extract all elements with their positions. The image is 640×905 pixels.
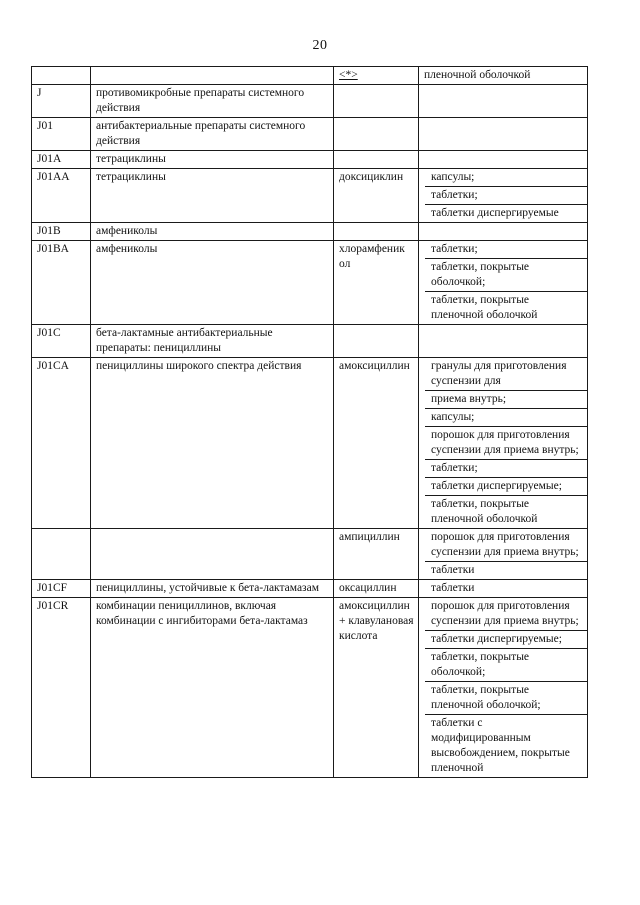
table-row [32,358,588,529]
form-cell: пленочной оболочкой [419,67,588,85]
table-row [32,151,588,169]
atc-code-cell: J [32,85,91,118]
inn-cell: хлорамфеник ол [334,241,419,325]
inn-cell [334,85,419,118]
table-row [32,67,588,85]
dosage-form: таблетки; [425,460,587,478]
atc-code-cell: J01CR [32,598,91,778]
table-row [32,118,588,151]
group-cell: комбинации пенициллинов, включая комбинации с ингибиторами бета-лактамаз [91,598,334,778]
dosage-form: гранулы для приготовления суспензии для [425,358,587,391]
dosage-form: таблетки диспергируемые; [425,631,587,649]
dosage-form: порошок для приготовления суспензии для приема внутрь; [425,427,587,460]
group-cell: тетрациклины [91,151,334,169]
footnote-marker: <*> [339,69,358,81]
form-cell [419,598,588,778]
inn-cell: амоксициллин + клавулановая кислота [334,598,419,778]
dosage-form: таблетки диспергируемые [431,207,559,219]
dosage-form: таблетки; [425,187,587,205]
atc-code-cell: J01C [32,325,91,358]
table-row [32,85,588,118]
inn-cell [334,325,419,358]
atc-code-cell: J01AA [32,169,91,223]
inn-cell [334,67,419,85]
inn-cell: доксициклин [334,169,419,223]
table-row [32,169,588,223]
atc-code-cell: J01CA [32,358,91,529]
dosage-form: порошок для приготовления суспензии для приема внутрь; [425,529,587,562]
form-cell [419,241,588,325]
table-row [32,223,588,241]
dosage-form: таблетки, покрытые пленочной оболочкой; [425,682,587,715]
table-row [32,580,588,598]
atc-code-cell: J01BA [32,241,91,325]
atc-code-cell [32,529,91,580]
form-cell [419,169,588,223]
drug-table [31,66,588,778]
group-cell: тетрациклины [91,169,334,223]
dosage-form: таблетки с модифицированным высвобождением, покрытые пленочной [431,717,570,774]
page-number: 20 [312,38,328,53]
form-cell [419,223,588,241]
form-cell [419,118,588,151]
atc-code-cell: J01 [32,118,91,151]
dosage-form: таблетки, покрытые пленочной оболочкой [431,294,538,321]
atc-code-cell: J01A [32,151,91,169]
dosage-form: капсулы; [425,169,587,187]
inn-cell [334,151,419,169]
dosage-form: таблетки, покрытые оболочкой; [425,259,587,292]
group-cell: амфениколы [91,241,334,325]
dosage-form: таблетки [431,564,475,576]
inn-cell: ампициллин [334,529,419,580]
inn-cell [334,118,419,151]
dosage-form: капсулы; [425,409,587,427]
dosage-form: таблетки диспергируемые; [425,478,587,496]
group-cell [91,529,334,580]
group-cell: амфениколы [91,223,334,241]
atc-code-cell: J01CF [32,580,91,598]
table-row [32,529,588,580]
inn-cell: оксациллин [334,580,419,598]
group-cell: антибактериальные препараты системного действия [91,118,334,151]
form-cell [419,580,588,598]
form-cell [419,529,588,580]
group-cell: бета-лактамные антибактериальные препараты: пенициллины [91,325,334,358]
group-cell: противомикробные препараты системного действия [91,85,334,118]
dosage-form: таблетки, покрытые пленочной оболочкой [431,498,538,525]
form-cell [419,325,588,358]
dosage-form: таблетки [431,582,475,594]
group-cell [91,67,334,85]
dosage-form: порошок для приготовления суспензии для приема внутрь; [425,598,587,631]
form-cell [419,358,588,529]
dosage-form: таблетки, покрытые оболочкой; [425,649,587,682]
form-cell [419,85,588,118]
inn-cell [334,223,419,241]
group-cell: пенициллины широкого спектра действия [91,358,334,529]
dosage-form: таблетки; [425,241,587,259]
table-row [32,325,588,358]
inn-cell: амоксициллин [334,358,419,529]
group-cell: пенициллины, устойчивые к бета-лактамазам [91,580,334,598]
table-row [32,598,588,778]
atc-code-cell: J01B [32,223,91,241]
dosage-form: приема внутрь; [425,391,587,409]
table-row [32,241,588,325]
form-cell [419,151,588,169]
atc-code-cell [32,67,91,85]
